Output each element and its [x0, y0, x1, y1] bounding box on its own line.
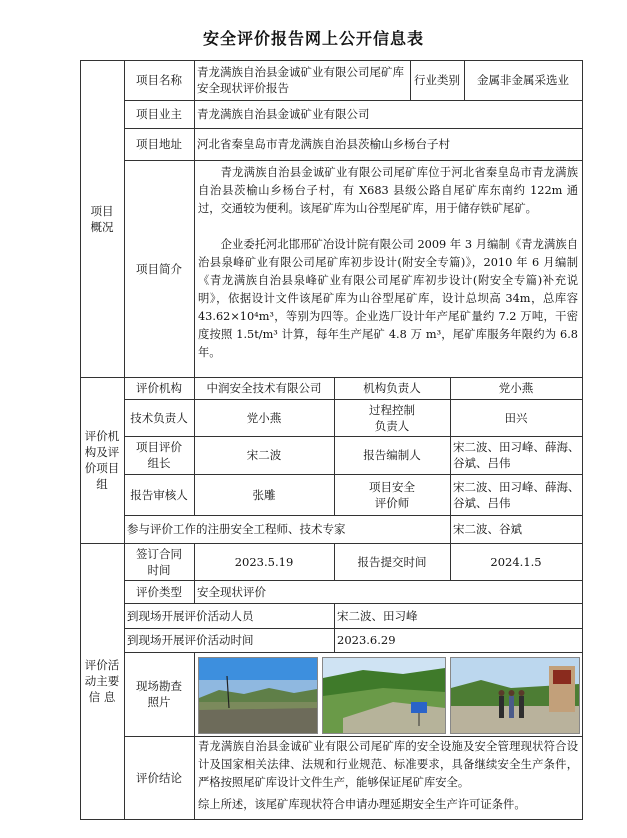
tech-value: 党小燕 — [246, 410, 282, 425]
engineers-value: 宋二波、谷斌 — [453, 522, 522, 536]
project-name-value: 青龙满族自治县金诚矿业有限公司尾矿库安全现状评价报告 — [197, 65, 404, 95]
section-activity: 评价活 动主要 信 息 — [84, 658, 120, 704]
section-project-overview: 项目 概况 — [90, 203, 114, 234]
time-label: 到现场开展评价活动时间 — [127, 633, 254, 647]
reviewer-label: 报告审核人 — [130, 487, 188, 502]
table-rule — [80, 819, 583, 820]
intro-label: 项目简介 — [136, 261, 182, 276]
intro-paragraph-1: 青龙满族自治县金诚矿业有限公司尾矿库位于河北省秦皇岛市青龙满族自治县茨榆山乡杨台子村，有 X683 县级公路自尾矿库东南约 122m 通过，交通较为便利。该尾矿库为山谷型尾矿库，用于储存铁矿尾矿。 — [198, 166, 578, 215]
submit-value: 2024.1.5 — [490, 554, 542, 569]
submit-label: 报告提交时间 — [357, 554, 427, 569]
sign-label: 签订合同 时间 — [136, 546, 182, 577]
industry-value: 金属非金属采选业 — [477, 73, 569, 87]
time-value: 2023.6.29 — [337, 633, 396, 647]
intro-paragraph-2: 企业委托河北邯邢矿冶设计院有限公司 2009 年 3 月编制《青龙满族自治县泉峰矿业有限公司尾矿库初步设计(附安全专篇)》，2010 年 6 月编制《青龙满族自治县泉峰矿业有限公司尾矿库初步设计(附安全专篇)补充说明》，依据设计文件该尾矿库为山谷型尾矿库，设计总坝高 34m，总库容 43.62×10⁴m³，等别为四等。企业选厂设计年产尾矿量约 7.2 万吨，干密度按照 1.5t/m³ 计算，每年生产尾矿 4.8 万 m³，尾矿库服务年限约为 6.8 年。 — [198, 238, 578, 359]
reviewer-value: 张雕 — [252, 487, 276, 502]
engineers-label: 参与评价工作的注册安全工程师、技术专家 — [127, 522, 346, 536]
conclusion-paragraph-1: 青龙满族自治县金诚矿业有限公司尾矿库的安全设施及安全管理现状符合设计及国家相关法律、法规和行业规范、标准要求，具备继续安全生产条件，严格按照尾矿库设计文件生产，能够保证尾矿库安全。 — [198, 740, 578, 789]
safety-value: 宋二波、田习峰、薛海、谷斌、吕伟 — [453, 479, 580, 510]
staff-value: 宋二波、田习峰 — [337, 608, 418, 623]
owner-value: 青龙满族自治县金诚矿业有限公司 — [197, 107, 370, 121]
writer-label: 报告编制人 — [363, 448, 421, 462]
safety-label: 项目安全 评价师 — [369, 479, 415, 510]
sign-value: 2023.5.19 — [234, 554, 294, 569]
address-label: 项目地址 — [136, 137, 182, 151]
project-name-label: 项目名称 — [136, 73, 182, 87]
leader-value: 宋二波 — [246, 448, 282, 462]
tech-label: 技术负责人 — [130, 410, 188, 425]
industry-label: 行业类别 — [414, 73, 460, 87]
process-label: 过程控制 负责人 — [369, 402, 415, 433]
site-photo-1 — [198, 657, 318, 734]
site-photo-3 — [450, 657, 580, 734]
conclusion-paragraph-2: 综上所述，该尾矿库现状符合申请办理延期安全生产许可证条件。 — [198, 798, 526, 811]
org-value: 中润安全技术有限公司 — [206, 381, 322, 395]
org-label: 评价机构 — [136, 381, 182, 395]
staff-label: 到现场开展评价活动人员 — [127, 608, 254, 623]
leader-label: 项目评价 组长 — [136, 440, 182, 470]
table-rule — [194, 652, 195, 819]
process-value: 田兴 — [504, 410, 528, 425]
owner-label: 项目业主 — [136, 107, 182, 121]
conclusion-label: 评价结论 — [136, 770, 182, 785]
page-title: 安全评价报告网上公开信息表 — [202, 29, 424, 48]
head-value: 党小燕 — [498, 381, 534, 395]
type-label: 评价类型 — [136, 584, 182, 599]
photo-label: 现场勘查 照片 — [136, 679, 182, 709]
section-evaluator: 评价机 构及评 价项目 组 — [84, 429, 120, 491]
info-table — [80, 60, 583, 820]
site-photo-2 — [322, 657, 446, 734]
table-rule — [582, 60, 583, 820]
writer-value: 宋二波、田习峰、薛海、谷斌、吕伟 — [453, 440, 580, 470]
head-label: 机构负责人 — [363, 381, 421, 395]
type-value: 安全现状评价 — [197, 584, 266, 599]
address-value: 河北省秦皇岛市青龙满族自治县茨榆山乡杨台子村 — [197, 137, 450, 151]
